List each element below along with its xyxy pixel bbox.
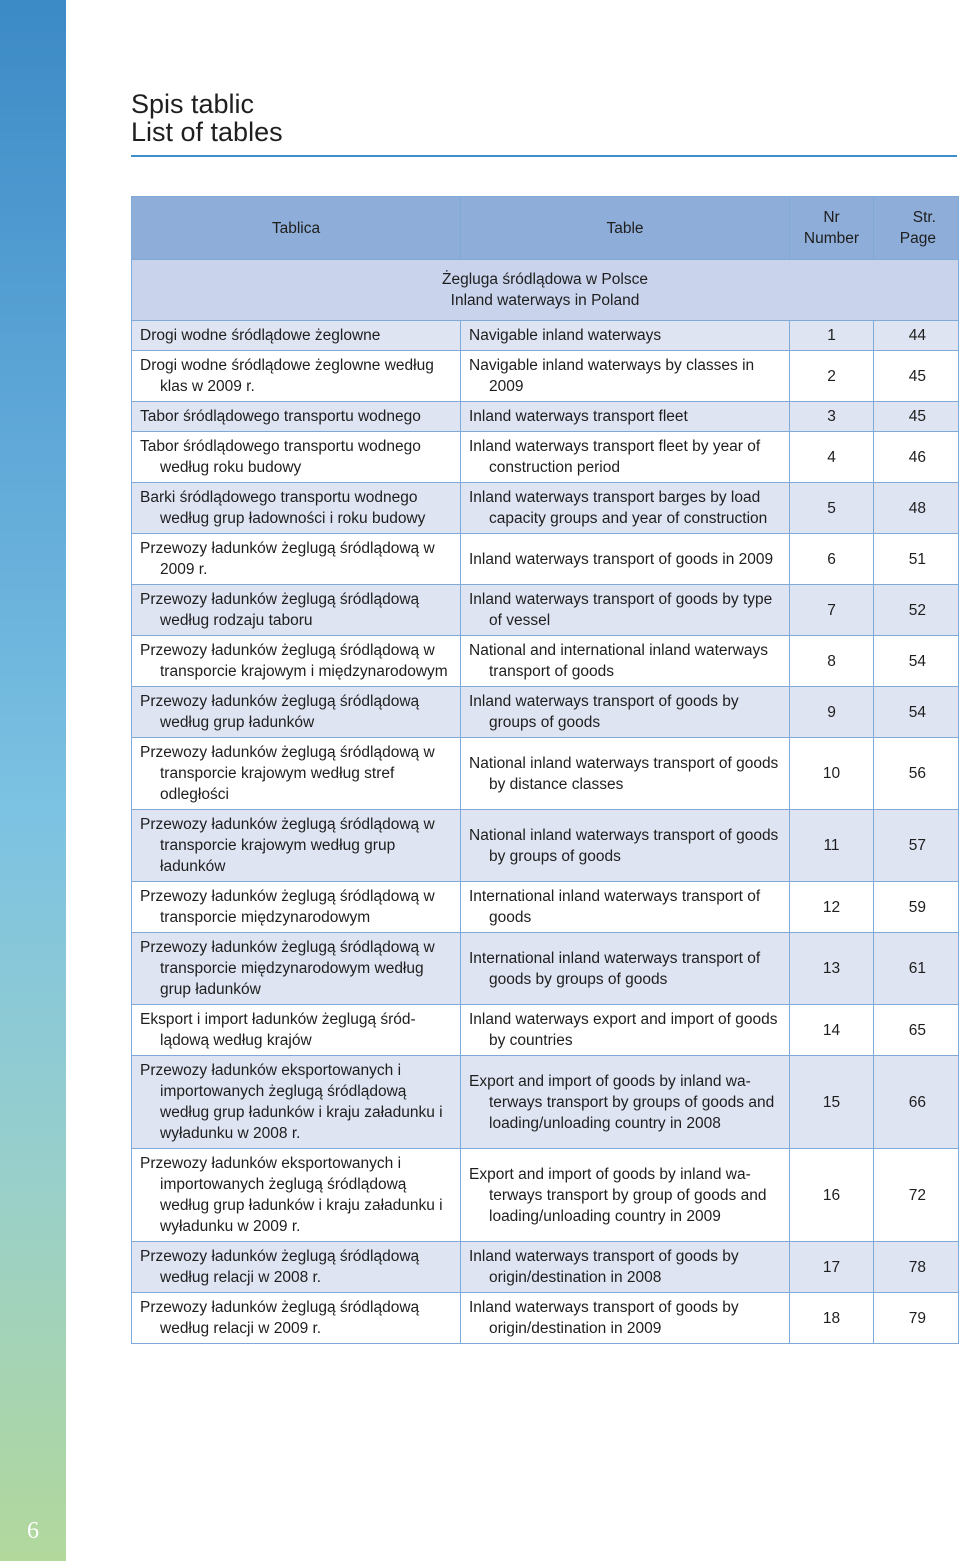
table-title-en xyxy=(461,402,790,432)
table-title-pl xyxy=(132,534,461,585)
table-row[interactable] xyxy=(132,1149,959,1242)
table-title-pl-text: Przewozy ładunków eksportowanych i importowanych żeglugą śródlądową według grup ładunków i kraju załadunku i wyładunku w 2008 r. xyxy=(140,1062,443,1142)
table-title-en-text: Inland waterways transport of goods in 2009 xyxy=(469,550,774,568)
table-title-en xyxy=(461,933,790,1005)
table-page: 59 xyxy=(874,882,959,933)
table-title-pl-text: Tabor śródlądowego transportu wodnego xyxy=(140,408,421,425)
table-number: 5 xyxy=(790,483,874,534)
table-title-en-text: Inland waterways transport of goods by origin/destination in 2009 xyxy=(469,1299,739,1337)
table-title-en-text: Export and import of goods by inland waterways transport by groups of goods and loading/unloading country in 2008 xyxy=(469,1072,775,1132)
table-title-en xyxy=(461,585,790,636)
table-number: 9 xyxy=(790,687,874,738)
table-title-en-text: National inland waterways transport of goods by groups of goods xyxy=(469,826,779,865)
table-page: 61 xyxy=(874,933,959,1005)
table-row[interactable] xyxy=(132,1005,959,1056)
table-title-pl xyxy=(132,402,461,432)
header-nr-pl: Nr xyxy=(823,209,840,226)
table-number: 7 xyxy=(790,585,874,636)
table-title-en xyxy=(461,483,790,534)
table-title-pl-text: Przewozy ładunków eksportowanych i importowanych żeglugą śródlądową według grup ładunków i kraju załadunku i wyładunku w 2009 r. xyxy=(140,1155,443,1235)
table-row[interactable] xyxy=(132,402,959,432)
table-title-en-text: Inland waterways transport fleet xyxy=(469,408,688,425)
table-row[interactable] xyxy=(132,1242,959,1293)
section-row xyxy=(132,260,959,321)
table-row[interactable] xyxy=(132,933,959,1005)
table-title-pl xyxy=(132,687,461,738)
table-title-pl xyxy=(132,738,461,810)
table-title-pl-text: Przewozy ładunków żeglugą śródlądową w transporcie krajowym i międzynarodowym xyxy=(140,642,448,680)
table-title-pl-text: Przewozy ładunków żeglugą śródlądową według relacji w 2009 r. xyxy=(140,1299,420,1337)
table-page: 78 xyxy=(874,1242,959,1293)
table-title-en-text: Export and import of goods by inland waterways transport by group of goods and loading/unloading country in 2009 xyxy=(469,1165,767,1225)
table-number: 18 xyxy=(790,1293,874,1344)
table-row[interactable] xyxy=(132,1293,959,1344)
table-number: 2 xyxy=(790,351,874,402)
table-title-en xyxy=(461,321,790,351)
table-title-pl xyxy=(132,1242,461,1293)
table-number: 12 xyxy=(790,882,874,933)
page-title xyxy=(131,90,957,157)
table-title-pl xyxy=(132,1005,461,1056)
table-title-pl xyxy=(132,1293,461,1344)
table-row[interactable] xyxy=(132,321,959,351)
table-title-pl xyxy=(132,351,461,402)
header-nr-en: Number xyxy=(803,230,860,247)
table-title-pl xyxy=(132,636,461,687)
table-title-pl xyxy=(132,1149,461,1242)
header-page-pl: Str. xyxy=(912,209,936,226)
table-row[interactable] xyxy=(132,636,959,687)
table-number: 13 xyxy=(790,933,874,1005)
table-page: 52 xyxy=(874,585,959,636)
table-title-en xyxy=(461,738,790,810)
table-title-pl xyxy=(132,1056,461,1149)
table-page: 57 xyxy=(874,810,959,882)
table-page: 54 xyxy=(874,636,959,687)
table-row[interactable] xyxy=(132,1056,959,1149)
table-page: 65 xyxy=(874,1005,959,1056)
page-title-en: List of tables xyxy=(131,117,283,147)
table-title-pl-text: Przewozy ładunków żeglugą śródlądową według grup ładunków xyxy=(140,693,420,731)
table-title-pl xyxy=(132,585,461,636)
table-number: 4 xyxy=(790,432,874,483)
table-title-en-text: Navigable inland waterways by classes in 2009 xyxy=(469,357,755,395)
table-title-pl xyxy=(132,483,461,534)
table-title-en-text: Inland waterways transport fleet by year of construction period xyxy=(469,438,761,476)
table-title-en-text: International inland waterways transport of goods xyxy=(469,888,761,926)
header-table: Table xyxy=(461,197,790,260)
table-title-en xyxy=(461,351,790,402)
table-row[interactable] xyxy=(132,810,959,882)
table-title-pl-text: Przewozy ładunków żeglugą śródlądową w transporcie międzynarodowym według grup ładunków xyxy=(140,939,435,998)
table-title-pl-text: Przewozy ładunków żeglugą śródlądową w transporcie międzynarodowym xyxy=(140,888,435,926)
table-title-en-text: Inland waterways transport of goods by groups of goods xyxy=(469,693,739,731)
table-number: 6 xyxy=(790,534,874,585)
table-number: 16 xyxy=(790,1149,874,1242)
table-title-en xyxy=(461,1149,790,1242)
list-of-tables xyxy=(131,196,959,1344)
table-title-en xyxy=(461,810,790,882)
table-title-pl-text: Przewozy ładunków żeglugą śródlądową w transporcie krajowym według grup ładunków xyxy=(140,816,435,875)
table-number: 1 xyxy=(790,321,874,351)
table-title-en xyxy=(461,534,790,585)
table-page: 46 xyxy=(874,432,959,483)
table-number: 14 xyxy=(790,1005,874,1056)
table-row[interactable] xyxy=(132,483,959,534)
header-page xyxy=(874,197,959,260)
table-row[interactable] xyxy=(132,687,959,738)
table-title-en xyxy=(461,1005,790,1056)
table-title-en-text: Inland waterways transport barges by load capacity groups and year of construction xyxy=(469,489,768,527)
table-title-pl xyxy=(132,810,461,882)
table-title-en xyxy=(461,1242,790,1293)
table-title-pl xyxy=(132,432,461,483)
header-page-en: Page xyxy=(899,230,936,247)
section-title xyxy=(132,260,959,321)
table-number: 3 xyxy=(790,402,874,432)
table-page: 66 xyxy=(874,1056,959,1149)
table-number: 11 xyxy=(790,810,874,882)
table-page: 54 xyxy=(874,687,959,738)
table-title-en-text: Inland waterways transport of goods by type of vessel xyxy=(469,591,773,629)
side-color-band xyxy=(0,0,66,1561)
table-title-pl-text: Drogi wodne śródlądowe żeglowne xyxy=(140,327,381,344)
table-number: 10 xyxy=(790,738,874,810)
header-number xyxy=(790,197,874,260)
table-number: 17 xyxy=(790,1242,874,1293)
table-row[interactable] xyxy=(132,351,959,402)
table-title-pl-text: Przewozy ładunków żeglugą śródlądową według rodzaju taboru xyxy=(140,591,420,629)
table-number: 8 xyxy=(790,636,874,687)
table-page: 56 xyxy=(874,738,959,810)
table-page: 72 xyxy=(874,1149,959,1242)
table-header-row xyxy=(132,197,959,260)
table-title-en-text: National inland waterways transport of goods by distance classes xyxy=(469,754,779,793)
table-row[interactable] xyxy=(132,882,959,933)
table-row[interactable] xyxy=(132,432,959,483)
table-title-en xyxy=(461,882,790,933)
table-title-en-text: Navigable inland waterways xyxy=(469,327,662,344)
table-page: 48 xyxy=(874,483,959,534)
table-title-en xyxy=(461,432,790,483)
table-title-pl xyxy=(132,321,461,351)
table-title-pl-text: Barki śródlądowego transportu wodnego według grup ładowności i roku budowy xyxy=(140,489,426,527)
table-number: 15 xyxy=(790,1056,874,1149)
table-title-pl-text: Eksport i import ładunków żeglugą śródlądową według krajów xyxy=(140,1011,416,1049)
table-title-pl-text: Przewozy ładunków żeglugą śródlądową według relacji w 2008 r. xyxy=(140,1248,420,1286)
table-title-en xyxy=(461,1056,790,1149)
table-row[interactable] xyxy=(132,585,959,636)
table-title-pl-text: Przewozy ładunków żeglugą śródlądową w 2009 r. xyxy=(140,540,435,578)
table-title-pl xyxy=(132,933,461,1005)
table-title-pl xyxy=(132,882,461,933)
table-title-en xyxy=(461,636,790,687)
table-title-en xyxy=(461,1293,790,1344)
table-page: 79 xyxy=(874,1293,959,1344)
table-title-pl-text: Drogi wodne śródlądowe żeglowne według klas w 2009 r. xyxy=(140,357,434,395)
table-page: 51 xyxy=(874,534,959,585)
page-title-pl: Spis tablic xyxy=(131,89,255,119)
header-tablica: Tablica xyxy=(132,197,461,260)
table-row[interactable] xyxy=(132,534,959,585)
table-title-pl-text: Przewozy ładunków żeglugą śródlądową w transporcie krajowym według stref odległości xyxy=(140,744,435,803)
table-page: 45 xyxy=(874,351,959,402)
table-title-en xyxy=(461,687,790,738)
section-title-pl: Żegluga śródlądowa w Polsce xyxy=(442,271,648,288)
table-row[interactable] xyxy=(132,738,959,810)
table-page: 45 xyxy=(874,402,959,432)
page-number: 6 xyxy=(27,1518,39,1544)
table-page: 44 xyxy=(874,321,959,351)
table-title-en-text: International inland waterways transport of goods by groups of goods xyxy=(469,949,761,988)
table-title-en-text: National and international inland waterways transport of goods xyxy=(469,642,768,680)
table-title-en-text: Inland waterways export and import of goods by countries xyxy=(469,1011,778,1049)
table-title-pl-text: Tabor śródlądowego transportu wodnego według roku budowy xyxy=(140,438,421,476)
table-title-en-text: Inland waterways transport of goods by origin/destination in 2008 xyxy=(469,1248,739,1286)
section-title-en: Inland waterways in Poland xyxy=(450,292,640,309)
